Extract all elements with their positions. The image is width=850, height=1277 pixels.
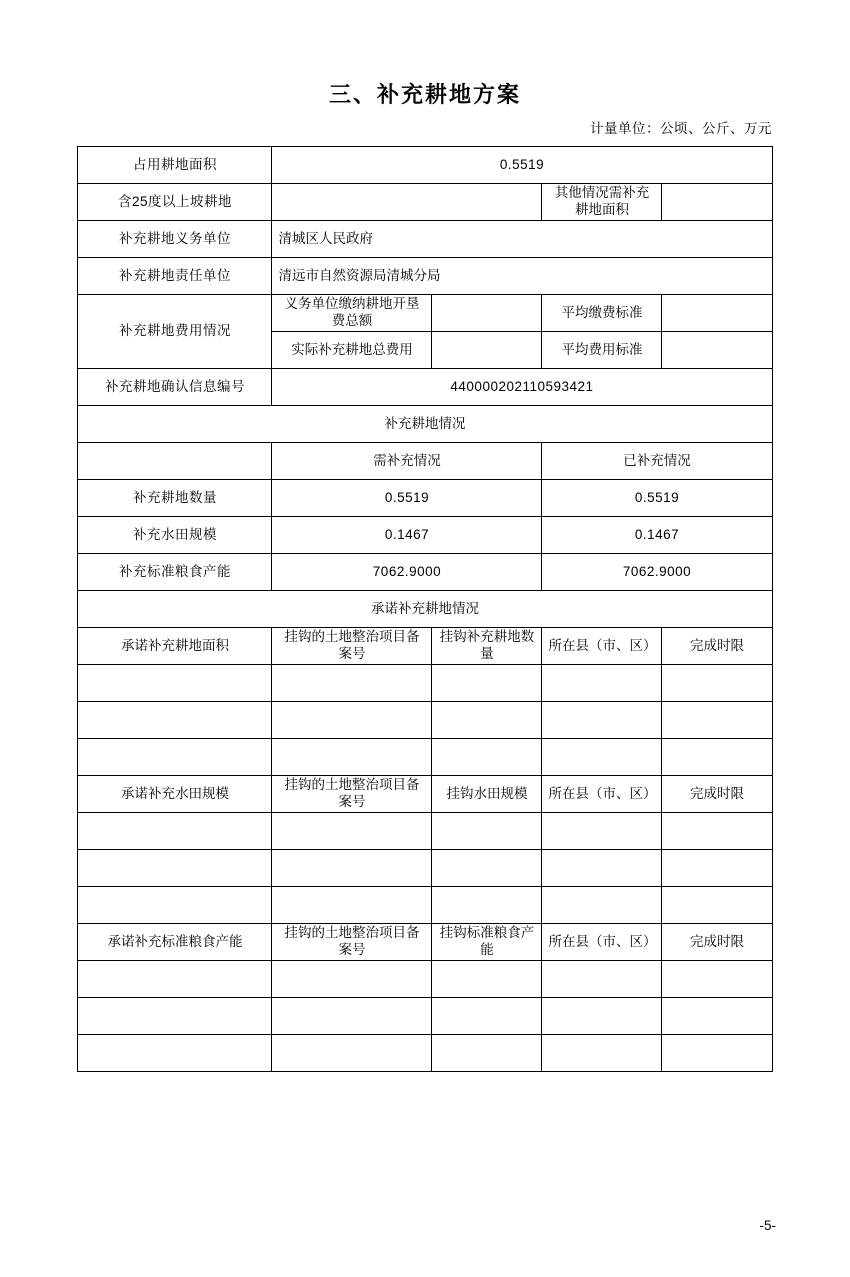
table-row	[78, 221, 772, 258]
obligation-unit-value: 清城区人民政府	[272, 221, 772, 258]
commit-grain-cell-0-1	[272, 961, 432, 998]
commit-area-header-4: 完成时限	[662, 628, 772, 665]
grain-capacity-need: 7062.9000	[272, 554, 542, 591]
commit-area-cell-0-2	[432, 665, 542, 702]
commit-area-cell-2-0	[78, 739, 272, 776]
commit-area-header-3: 所在县（市、区）	[542, 628, 662, 665]
commit-area-header-1: 挂钩的土地整治项目备案号	[272, 628, 432, 665]
table-row	[78, 147, 772, 184]
table-row	[78, 517, 772, 554]
commit-grain-header-4: 完成时限	[662, 924, 772, 961]
commit-grain-cell-1-3	[542, 998, 662, 1035]
commit-grain-cell-1-4	[662, 998, 772, 1035]
table-row	[78, 776, 772, 813]
table-row	[78, 406, 772, 443]
supplement-quantity-need: 0.5519	[272, 480, 542, 517]
commit-grain-cell-0-2	[432, 961, 542, 998]
commit-grain-cell-0-3	[542, 961, 662, 998]
commit-area-cell-1-2	[432, 702, 542, 739]
commit-grain-header-0: 承诺补充标准粮食产能	[78, 924, 272, 961]
reclamation-fee-total-label: 义务单位缴纳耕地开垦费总额	[272, 295, 432, 332]
average-cost-standard-value	[662, 332, 772, 369]
table-row	[78, 887, 772, 924]
commit-paddy-cell-0-4	[662, 813, 772, 850]
measurement-unit-note: 计量单位：公顷、公斤、万元	[590, 121, 772, 136]
responsible-unit-value: 清远市自然资源局清城分局	[272, 258, 772, 295]
table-row	[78, 850, 772, 887]
grain-capacity-done: 7062.9000	[542, 554, 772, 591]
reclamation-fee-total-value	[432, 295, 542, 332]
paddy-scale-need: 0.1467	[272, 517, 542, 554]
commit-area-cell-2-2	[432, 739, 542, 776]
table-row	[78, 702, 772, 739]
page-number: -5-	[759, 1218, 776, 1233]
commit-grain-cell-0-0	[78, 961, 272, 998]
responsible-unit-label: 补充耕地责任单位	[78, 258, 272, 295]
average-cost-standard-label: 平均费用标准	[542, 332, 662, 369]
commit-area-cell-2-1	[272, 739, 432, 776]
supplementary-farmland-table	[77, 146, 772, 1072]
commit-paddy-cell-1-2	[432, 850, 542, 887]
grain-capacity-label: 补充标准粮食产能	[78, 554, 272, 591]
commit-grain-cell-1-0	[78, 998, 272, 1035]
commit-paddy-cell-2-3	[542, 887, 662, 924]
table-row	[78, 665, 772, 702]
confirmation-number-value: 440000202110593421	[272, 369, 772, 406]
commit-paddy-cell-0-3	[542, 813, 662, 850]
other-supplement-area-label: 其他情况需补充耕地面积	[542, 184, 662, 221]
other-supplement-area-value	[662, 184, 772, 221]
occupied-farmland-area-value: 0.5519	[272, 147, 772, 184]
commit-paddy-cell-2-1	[272, 887, 432, 924]
supplement-quantity-label: 补充耕地数量	[78, 480, 272, 517]
commit-grain-header-1: 挂钩的土地整治项目备案号	[272, 924, 432, 961]
slope-farmland-value	[272, 184, 542, 221]
status-header-blank	[78, 443, 272, 480]
commit-paddy-header-0: 承诺补充水田规模	[78, 776, 272, 813]
commit-area-header-2: 挂钩补充耕地数量	[432, 628, 542, 665]
commit-area-cell-2-4	[662, 739, 772, 776]
average-payment-standard-value	[662, 295, 772, 332]
occupied-farmland-area-label: 占用耕地面积	[78, 147, 272, 184]
commit-paddy-header-4: 完成时限	[662, 776, 772, 813]
commit-grain-cell-0-4	[662, 961, 772, 998]
commit-paddy-cell-1-3	[542, 850, 662, 887]
commit-paddy-cell-1-1	[272, 850, 432, 887]
document-page	[0, 78, 850, 1277]
page-title: 三、补充耕地方案	[328, 82, 521, 107]
commit-paddy-cell-0-1	[272, 813, 432, 850]
commit-grain-header-3: 所在县（市、区）	[542, 924, 662, 961]
commit-grain-cell-2-0	[78, 1035, 272, 1072]
commit-area-cell-0-1	[272, 665, 432, 702]
paddy-scale-done: 0.1467	[542, 517, 772, 554]
commit-area-cell-1-1	[272, 702, 432, 739]
average-payment-standard-label: 平均缴费标准	[542, 295, 662, 332]
commit-paddy-cell-2-4	[662, 887, 772, 924]
actual-total-cost-value	[432, 332, 542, 369]
commit-paddy-cell-0-2	[432, 813, 542, 850]
table-row	[78, 961, 772, 998]
commit-paddy-header-3: 所在县（市、区）	[542, 776, 662, 813]
commit-area-cell-2-3	[542, 739, 662, 776]
table-row	[78, 813, 772, 850]
commit-area-cell-0-3	[542, 665, 662, 702]
commit-grain-cell-1-1	[272, 998, 432, 1035]
status-header-done: 已补充情况	[542, 443, 772, 480]
supplement-quantity-done: 0.5519	[542, 480, 772, 517]
commit-paddy-cell-2-2	[432, 887, 542, 924]
table-row	[78, 480, 772, 517]
status-header-need: 需补充情况	[272, 443, 542, 480]
table-row	[78, 998, 772, 1035]
commit-area-cell-1-3	[542, 702, 662, 739]
table-row	[78, 295, 772, 332]
commit-paddy-cell-1-4	[662, 850, 772, 887]
commit-paddy-cell-0-0	[78, 813, 272, 850]
actual-total-cost-label: 实际补充耕地总费用	[272, 332, 432, 369]
table-row	[78, 443, 772, 480]
table-row	[78, 591, 772, 628]
section-title-supplement-status: 补充耕地情况	[78, 406, 772, 443]
table-row	[78, 258, 772, 295]
commit-grain-cell-2-4	[662, 1035, 772, 1072]
commit-area-cell-0-0	[78, 665, 272, 702]
commit-paddy-header-2: 挂钩水田规模	[432, 776, 542, 813]
commit-grain-cell-2-1	[272, 1035, 432, 1072]
table-row	[78, 184, 772, 221]
obligation-unit-label: 补充耕地义务单位	[78, 221, 272, 258]
commit-grain-cell-2-2	[432, 1035, 542, 1072]
commit-area-cell-1-4	[662, 702, 772, 739]
commit-area-cell-1-0	[78, 702, 272, 739]
commit-grain-cell-1-2	[432, 998, 542, 1035]
table-row	[78, 369, 772, 406]
table-row	[78, 924, 772, 961]
section-title-commitment: 承诺补充耕地情况	[78, 591, 772, 628]
confirmation-number-label: 补充耕地确认信息编号	[78, 369, 272, 406]
commit-grain-header-2: 挂钩标准粮食产能	[432, 924, 542, 961]
paddy-scale-label: 补充水田规模	[78, 517, 272, 554]
commit-grain-cell-2-3	[542, 1035, 662, 1072]
slope-farmland-label: 含25度以上坡耕地	[78, 184, 272, 221]
commit-paddy-cell-2-0	[78, 887, 272, 924]
commit-area-cell-0-4	[662, 665, 772, 702]
table-row	[78, 554, 772, 591]
commit-paddy-header-1: 挂钩的土地整治项目备案号	[272, 776, 432, 813]
fee-situation-label: 补充耕地费用情况	[78, 295, 272, 369]
commit-paddy-cell-1-0	[78, 850, 272, 887]
commit-area-header-0: 承诺补充耕地面积	[78, 628, 272, 665]
table-row	[78, 628, 772, 665]
table-row	[78, 1035, 772, 1072]
table-row	[78, 739, 772, 776]
